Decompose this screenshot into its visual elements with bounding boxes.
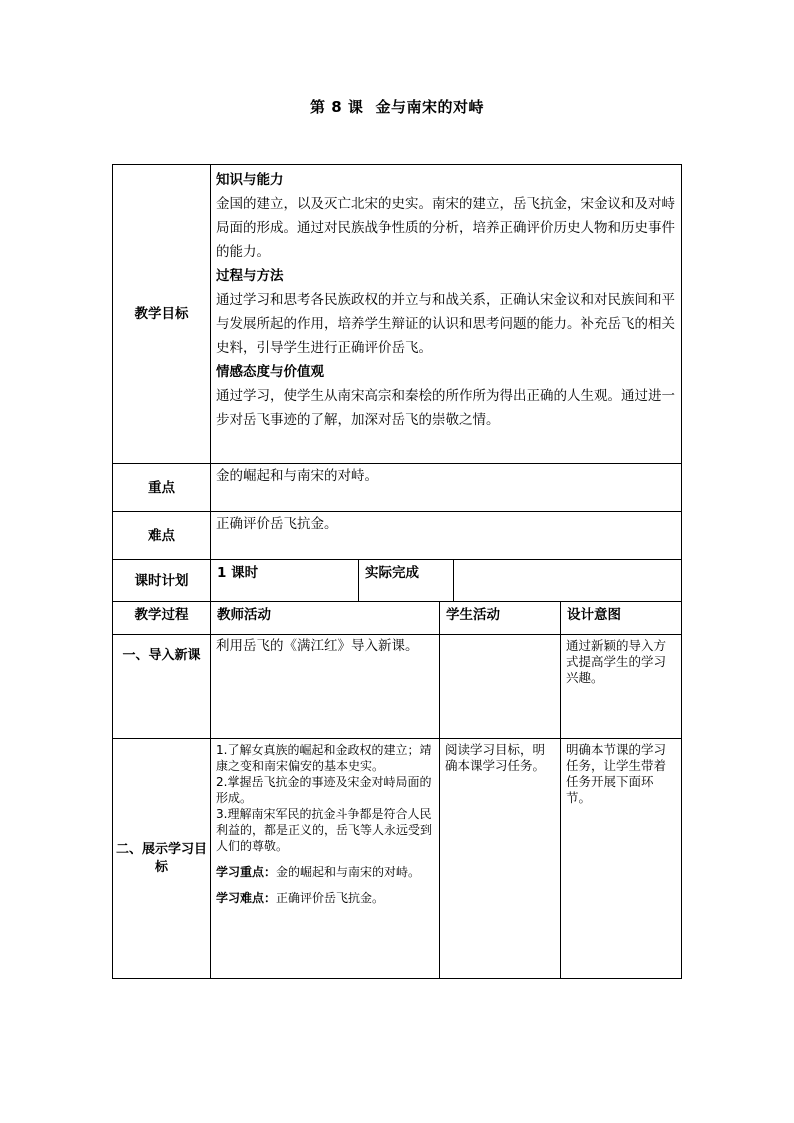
actual-complete-value (454, 560, 682, 602)
study-focus-label: 学习重点： (216, 865, 277, 879)
objective-text-knowledge: 金国的建立，以及灭亡北宋的史实。南宋的建立，岳飞抗金，宋金议和及对峙局面的形成。通过对民族战争性质的分析，培养正确评价历史人物和历史事件的能力。 (216, 196, 675, 260)
objectives-label: 教学目标 (113, 165, 211, 464)
lesson-plan-table (112, 164, 682, 979)
header-process: 教学过程 (113, 602, 211, 635)
difficulty-row (113, 512, 682, 560)
actual-complete-label: 实际完成 (359, 560, 454, 602)
step-teacher-goals (211, 739, 440, 979)
study-focus-text: 金的崛起和与南宋的对峙。 (276, 865, 421, 879)
header-student: 学生活动 (440, 602, 561, 635)
objectives-row (113, 165, 682, 464)
goal-item-1: 1.了解女真族的崛起和金政权的建立；靖康之变和南宋偏安的基本史实。 (216, 743, 432, 773)
goal-item-3: 3.理解南宋军民的抗金斗争都是符合人民利益的，都是正义的，岳飞等人永远受到人们的尊敬。 (216, 807, 433, 853)
key-point-text: 金的崛起和与南宋的对峙。 (211, 464, 682, 512)
objectives-content (211, 165, 682, 464)
step-design-intro: 通过新颖的导入方式提高学生的学习兴趣。 (561, 635, 682, 739)
step-name-goals: 二、展示学习目标 (113, 739, 211, 979)
lesson-number: 第 8 课 (310, 98, 364, 116)
study-difficulty-text: 正确评价岳飞抗金。 (276, 891, 385, 905)
objective-heading-process: 过程与方法 (216, 268, 284, 284)
page-title (0, 96, 794, 117)
schedule-label: 课时计划 (113, 560, 211, 602)
schedule-row (113, 560, 682, 602)
difficulty-text: 正确评价岳飞抗金。 (211, 512, 682, 560)
study-focus (216, 864, 435, 880)
header-teacher: 教师活动 (211, 602, 440, 635)
header-design: 设计意图 (561, 602, 682, 635)
study-difficulty-label: 学习难点： (216, 891, 277, 905)
lesson-name: 金与南宋的对峙 (375, 98, 484, 116)
study-difficulty (216, 890, 435, 906)
objective-text-process: 通过学习和思考各民族政权的并立与和战关系，正确认宋金议和对民族间和平与发展所起的作用，培养学生辩证的认识和思考问题的能力。补充岳飞的相关史料，引导学生进行正确评价岳飞。 (216, 292, 675, 356)
step-design-goals: 明确本节课的学习任务，让学生带着任务开展下面环节。 (561, 739, 682, 979)
key-point-label: 重点 (113, 464, 211, 512)
objective-heading-attitude: 情感态度与价值观 (216, 364, 324, 380)
process-header-row (113, 602, 682, 635)
schedule-value: 1 课时 (211, 560, 359, 602)
key-point-row (113, 464, 682, 512)
difficulty-label: 难点 (113, 512, 211, 560)
step-row-intro (113, 635, 682, 739)
goal-item-2: 2.掌握岳飞抗金的事迹及宋金对峙局面的形成。 (216, 775, 432, 805)
step-student-intro (440, 635, 561, 739)
step-teacher-intro: 利用岳飞的《满江红》导入新课。 (211, 635, 440, 739)
objective-heading-knowledge: 知识与能力 (216, 172, 284, 188)
step-student-goals: 阅读学习目标，明确本课学习任务。 (440, 739, 561, 979)
step-row-goals (113, 739, 682, 979)
step-name-intro: 一、导入新课 (113, 635, 211, 739)
objective-text-attitude: 通过学习，使学生从南宋高宗和秦桧的所作所为得出正确的人生观。通过进一步对岳飞事迹的了解，加深对岳飞的崇敬之情。 (216, 388, 675, 428)
